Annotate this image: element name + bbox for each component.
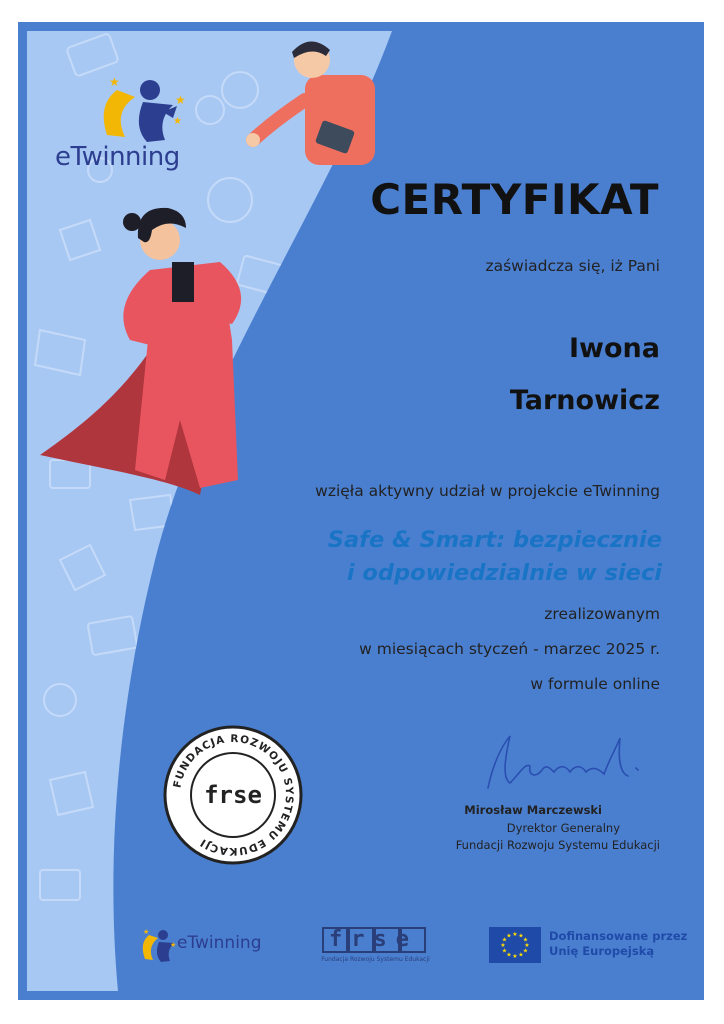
period-text: w miesiącach styczeń - marzec 2025 r. bbox=[359, 640, 660, 658]
svg-text:★: ★ bbox=[506, 932, 512, 940]
svg-text:★: ★ bbox=[501, 947, 508, 955]
signatory-organization: Fundacji Rozwoju Systemu Edukacji bbox=[455, 838, 660, 852]
seal-center-text: frse bbox=[204, 781, 262, 809]
eu-flag-icon bbox=[489, 927, 541, 963]
etwinning-logo-footer bbox=[137, 925, 272, 965]
frse-seal bbox=[163, 725, 303, 865]
participation-text: wzięła aktywny udział w projekcie eTwinning bbox=[315, 482, 660, 500]
frse-mark-text: frse bbox=[329, 927, 418, 952]
svg-text:★: ★ bbox=[175, 93, 186, 107]
project-title-line1: Safe & Smart: bezpiecznie bbox=[327, 527, 662, 553]
frse-caption: Fundacja Rozwoju Systemu Edukacji bbox=[321, 956, 430, 963]
certificate-title: CERTYFIKAT bbox=[370, 175, 659, 224]
handwritten-signature bbox=[470, 728, 660, 798]
etwinning-star-figure-icon bbox=[85, 72, 195, 147]
svg-text:★: ★ bbox=[109, 75, 120, 89]
svg-text:★: ★ bbox=[501, 936, 508, 944]
seal-ring-text: FUNDACJA ROZWOJU SYSTEMU EDUKACJI bbox=[171, 732, 296, 858]
etwinning-footer-wordmark: eTwinning bbox=[177, 933, 262, 953]
svg-text:★: ★ bbox=[524, 942, 530, 949]
eu-text-line1: Dofinansowane przez bbox=[549, 929, 688, 943]
svg-text:★: ★ bbox=[143, 928, 150, 936]
certificate-intro: zaświadcza się, iż Pani bbox=[485, 257, 660, 275]
svg-text:★: ★ bbox=[500, 942, 506, 949]
format-text: w formule online bbox=[530, 675, 660, 693]
recipient-first-name: Iwona bbox=[569, 333, 660, 364]
svg-text:★: ★ bbox=[522, 936, 529, 944]
frse-logo-footer bbox=[318, 925, 433, 967]
svg-text:★: ★ bbox=[512, 931, 518, 938]
svg-text:★: ★ bbox=[518, 932, 524, 940]
svg-text:★: ★ bbox=[512, 953, 518, 960]
etwinning-logo-top bbox=[55, 72, 215, 182]
etwinning-wordmark: eTwinning bbox=[55, 142, 180, 172]
realized-text: zrealizowanym bbox=[544, 605, 660, 623]
svg-text:★: ★ bbox=[170, 941, 177, 949]
project-title-line2: i odpowiedzialnie w sieci bbox=[346, 560, 662, 586]
svg-text:★: ★ bbox=[518, 951, 524, 959]
svg-text:★: ★ bbox=[506, 951, 512, 959]
eu-cofunding-logo bbox=[489, 925, 688, 965]
signatory-name: Mirosław Marczewski bbox=[464, 803, 602, 817]
etwinning-star-figure-icon bbox=[137, 925, 177, 965]
svg-text:★: ★ bbox=[522, 947, 529, 955]
eu-text-line2: Unię Europejską bbox=[549, 944, 655, 958]
svg-text:★: ★ bbox=[173, 116, 182, 127]
recipient-last-name: Tarnowicz bbox=[509, 385, 660, 416]
signatory-role: Dyrektor Generalny bbox=[506, 821, 620, 835]
